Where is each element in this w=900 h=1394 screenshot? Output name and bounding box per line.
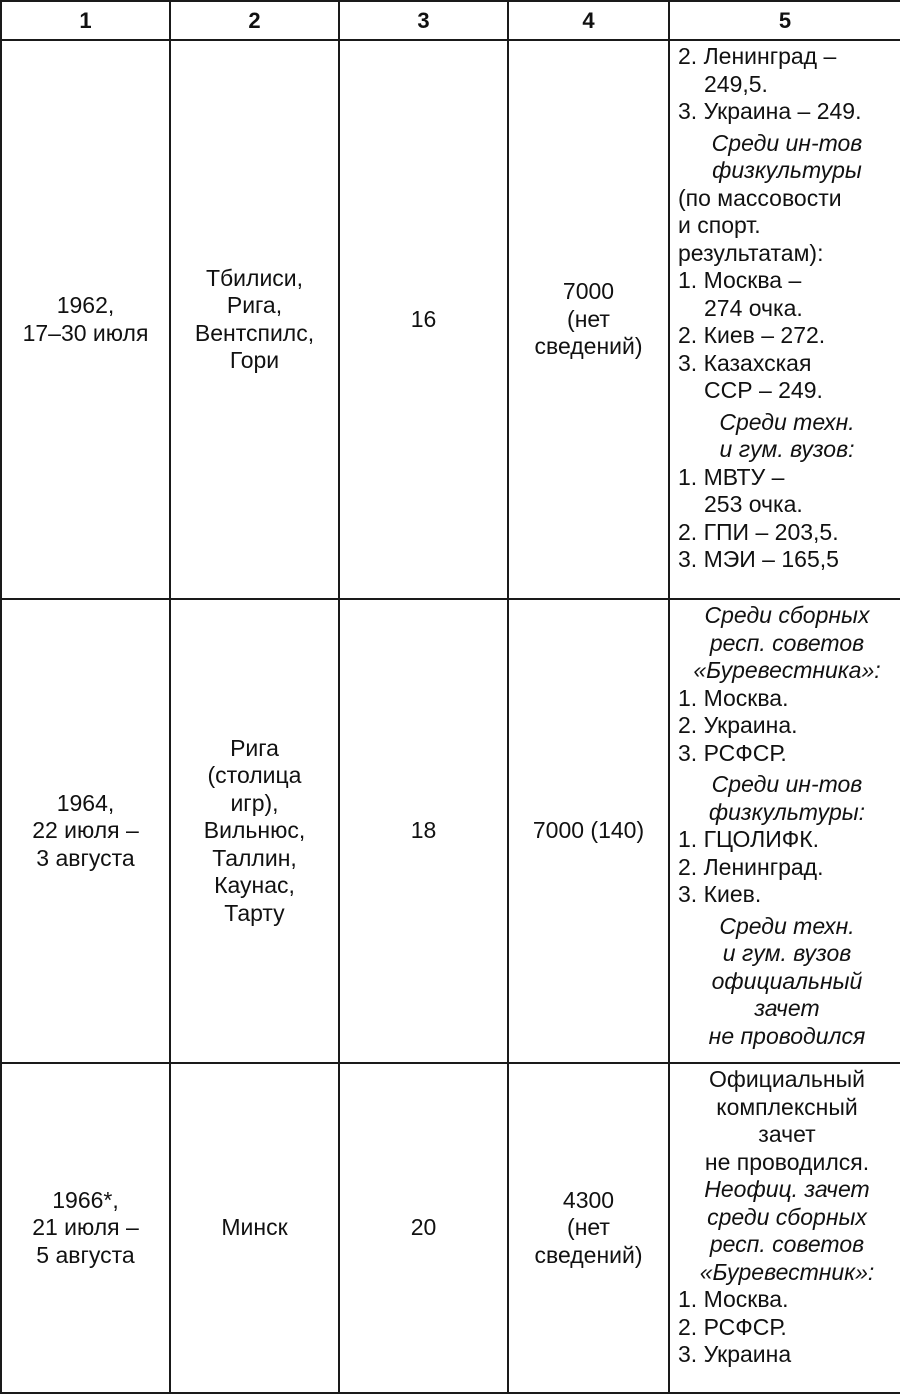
city-line: Тарту — [224, 899, 285, 926]
result-line: 2. Украина. — [678, 712, 798, 738]
date-line: 21 июля – — [32, 1214, 139, 1241]
result-line: 1. Москва – — [678, 267, 802, 293]
result-subheading: респ. советов — [709, 629, 865, 656]
result-subheading: зачет — [754, 995, 820, 1021]
participants-line: (нет — [567, 1214, 610, 1241]
result-line: 3. Украина — [678, 1341, 792, 1367]
result-subheading: «Буревестник»: — [699, 1258, 875, 1285]
result-line: 3. Казахская — [678, 349, 812, 376]
result-line: 2. РСФСР. — [678, 1313, 787, 1340]
result-line: комплексный — [716, 1093, 858, 1120]
result-subheading: Среди техн. — [719, 912, 855, 939]
table-row — [1, 1063, 900, 1393]
result-subheading: и гум. вузов — [722, 940, 852, 966]
city-line: Вентспилс, — [194, 319, 315, 346]
participants-cell — [508, 40, 669, 599]
result-line: 1. ГЦОЛИФК. — [678, 826, 820, 852]
result-line: 253 очка. — [704, 491, 803, 517]
participants-line: (нет — [567, 305, 610, 332]
result-subheading: не проводился — [708, 1022, 866, 1049]
result-line: 2. Ленинград. — [678, 853, 824, 880]
header-row — [1, 1, 900, 40]
result-line: не проводился. — [704, 1148, 870, 1175]
result-subheading: физкультуры — [712, 157, 862, 183]
date-line: 3 августа — [36, 844, 135, 871]
result-subheading: Среди техн. — [719, 408, 855, 435]
participants-cell — [508, 1063, 669, 1393]
city-line: игр), — [230, 789, 279, 816]
participants-line: 7000 — [562, 278, 615, 305]
cities-cell — [170, 1063, 339, 1393]
result-subheading: Неофиц. зачет — [704, 1176, 870, 1202]
sports-count-cell: 16 — [339, 40, 508, 599]
city-line: Вильнюс, — [203, 817, 306, 844]
participants-line: сведений) — [534, 1241, 643, 1268]
date-line: 1962, — [56, 292, 115, 318]
header-cell: 5 — [669, 1, 900, 40]
participants-line: сведений) — [534, 333, 643, 360]
result-subheading: физкультуры: — [708, 798, 866, 825]
date-line: 5 августа — [36, 1241, 135, 1268]
result-subheading: «Буревестника»: — [693, 657, 881, 683]
result-line: 1. Москва. — [678, 684, 789, 711]
result-line: результатам): — [678, 239, 824, 266]
results-cell — [669, 1063, 900, 1393]
result-line: (по массовости — [678, 184, 842, 211]
sports-count-cell: 18 — [339, 599, 508, 1063]
city-line: (столица — [207, 762, 302, 789]
result-line: 249,5. — [704, 70, 768, 97]
city-line: Каунас, — [214, 872, 295, 899]
header-cell: 1 — [1, 1, 170, 40]
result-subheading: среди сборных — [707, 1203, 867, 1230]
result-line: 1. Москва. — [678, 1286, 789, 1312]
result-subheading: и гум. вузов: — [719, 436, 855, 462]
result-subheading: Среди ин-тов — [711, 771, 863, 797]
result-line: 274 очка. — [704, 294, 803, 321]
date-line: 1964, — [56, 789, 115, 816]
cities-cell — [170, 599, 339, 1063]
result-subheading: респ. советов — [709, 1231, 865, 1257]
result-line: зачет — [758, 1121, 816, 1147]
result-line: ССР – 249. — [704, 377, 823, 403]
result-line: 3. МЭИ – 165,5 — [678, 546, 839, 572]
table-row — [1, 599, 900, 1063]
date-cell — [1, 40, 170, 599]
result-line: 2. ГПИ – 203,5. — [678, 518, 839, 545]
result-line: 1. МВТУ – — [678, 463, 785, 490]
result-subheading: Среди сборных — [704, 602, 870, 628]
result-line: 3. Киев. — [678, 881, 762, 907]
city-line: Минск — [221, 1214, 288, 1241]
result-line: 2. Ленинград – — [678, 43, 837, 69]
header-cell: 4 — [508, 1, 669, 40]
results-cell — [669, 599, 900, 1063]
date-cell — [1, 599, 170, 1063]
participants-cell — [508, 599, 669, 1063]
result-line: и спорт. — [678, 212, 761, 238]
date-line: 17–30 июля — [22, 319, 149, 346]
header-cell: 3 — [339, 1, 508, 40]
city-line: Рига — [230, 734, 279, 761]
date-line: 1966*, — [52, 1186, 119, 1213]
result-subheading: официальный — [711, 967, 863, 994]
result-line: 2. Киев – 272. — [678, 322, 826, 348]
sports-count-cell: 20 — [339, 1063, 508, 1393]
city-line: Гори — [229, 347, 280, 373]
date-cell — [1, 1063, 170, 1393]
city-line: Тбилиси, — [205, 264, 304, 291]
participants-line: 7000 (140) — [532, 817, 645, 844]
table-row — [1, 40, 900, 599]
city-line: Рига, — [226, 292, 283, 318]
results-cell — [669, 40, 900, 599]
result-line: 3. РСФСР. — [678, 739, 787, 766]
header-cell: 2 — [170, 1, 339, 40]
result-line: 3. Украина – 249. — [678, 98, 862, 124]
result-line: Официальный — [709, 1066, 865, 1092]
result-subheading: Среди ин-тов — [711, 129, 863, 156]
date-line: 22 июля – — [32, 817, 139, 844]
participants-line: 4300 — [562, 1186, 615, 1213]
city-line: Таллин, — [212, 844, 297, 871]
cities-cell — [170, 40, 339, 599]
